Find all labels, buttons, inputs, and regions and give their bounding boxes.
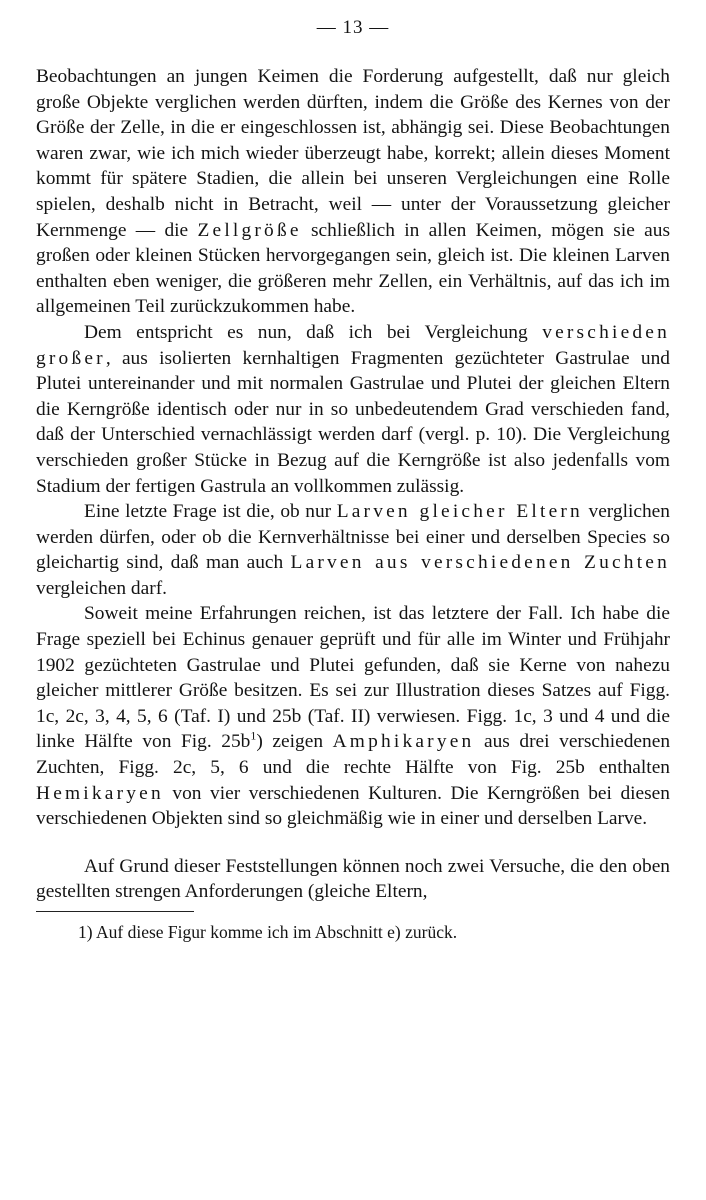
text-run: schließlich in allen Keimen, mögen sie aus großen oder kleinen Stücken hervorgegangen sein, gleich ist. Die kleinen Larven enthalten eben weniger, die größeren mehr Zellen, ein Verhältnis, auf das ich im allgemeinen Teil zurückzukommen habe. (36, 219, 670, 318)
text-run: Soweit meine Erfahrungen reichen, ist das letztere der Fall. Ich habe die Frage speziell bei Echinus genauer geprüft und für alle im Winter und Frühjahr 1902 gezüchteten Gastrulae und Plutei gefunden, daß sie Kerne von nahezu gleicher mittlerer Größe besitzen. Es sei zur Illustration dieses Satzes auf Figg. 1c, 2c, 3, 4, 5, 6 (Taf. I) und 25b (Taf. II) verwiesen. Figg. 1c, 3 und 4 und die linke Hälfte von Fig. 25b (36, 603, 670, 753)
footnote: 1) Auf diese Figur komme ich im Abschnitt e) zurück. (78, 922, 458, 942)
emphasized-text: Larven gleicher Eltern (336, 501, 583, 523)
emphasized-text: Amphikaryen (332, 731, 475, 753)
paragraph (36, 499, 670, 601)
book-page (36, 14, 670, 944)
paragraph (36, 64, 670, 320)
page-number: — 13 — (316, 17, 390, 38)
emphasized-text: Larven aus verschiedenen Zuchten (290, 552, 670, 574)
body-text (36, 64, 670, 905)
emphasized-text: Hemikaryen (36, 782, 164, 804)
text-run: verglichen werden dürfen, oder ob die Kernverhältnisse bei einer und derselben Species so gleichartig sind, daß man auch (36, 501, 670, 574)
text-run: aus drei verschiedenen Zuchten, Figg. 2c, 5, 6 und die rechte Hälfte von Fig. 25b enthalten (36, 731, 671, 779)
text-run: Dem entspricht es nun, daß ich bei Vergleichung (84, 321, 543, 343)
text-run: vergleichen darf. (36, 577, 168, 599)
text-run: Auf Grund dieser Feststellungen können noch zwei Versuche, die den oben gestellten strengen Anforderungen (gleiche Eltern, (36, 855, 670, 903)
emphasized-text: verschieden großer (36, 321, 670, 369)
text-run: von vier verschiedenen Kulturen. Die Kerngrößen bei diesen verschiedenen Objekten sind so gleichmäßig wie in einer und derselben Larve. (36, 782, 670, 830)
text-run: ) zeigen (256, 731, 333, 753)
text-run: , aus isolierten kernhaltigen Fragmenten gezüchteter Gastrulae und Plutei untereinander und mit normalen Gastrulae und Plutei der gleichen Eltern die Kerngröße identisch oder nur in so unbedeutendem Grad verschieden fand, daß der Unterschied vernachlässigt werden darf (vergl. p. 10). Die Vergleichung verschieden großer Stücke in Bezug auf die Kerngröße ist also jedenfalls vom Stadium der fertigen Gastrula an vollkommen zulässig. (36, 347, 670, 497)
emphasized-text: Zellgröße (197, 219, 302, 241)
paragraph-gap (36, 832, 670, 854)
text-run: Eine letzte Frage ist die, ob nur (84, 501, 337, 523)
paragraph (36, 601, 670, 831)
footnote-marker: 1 (250, 728, 257, 743)
paragraph (36, 854, 670, 905)
footnote-divider (36, 911, 194, 912)
text-run: Beobachtungen an jungen Keimen die Forderung aufgestellt, daß nur gleich große Objekte verglichen werden dürften, indem die Größe des Kernes von der Größe der Zelle, in die er eingeschlossen ist, abhängig sei. Diese Beobachtungen waren zwar, wie ich mich wieder überzeugt habe, korrekt; allein dieses Moment kommt für spätere Stadien, die allein bei unseren Vergleichungen eine Rolle spielen, deshalb nicht in Betracht, weil — unter der Voraussetzung gleicher Kernmenge — die (36, 66, 670, 241)
paragraph (36, 320, 670, 499)
